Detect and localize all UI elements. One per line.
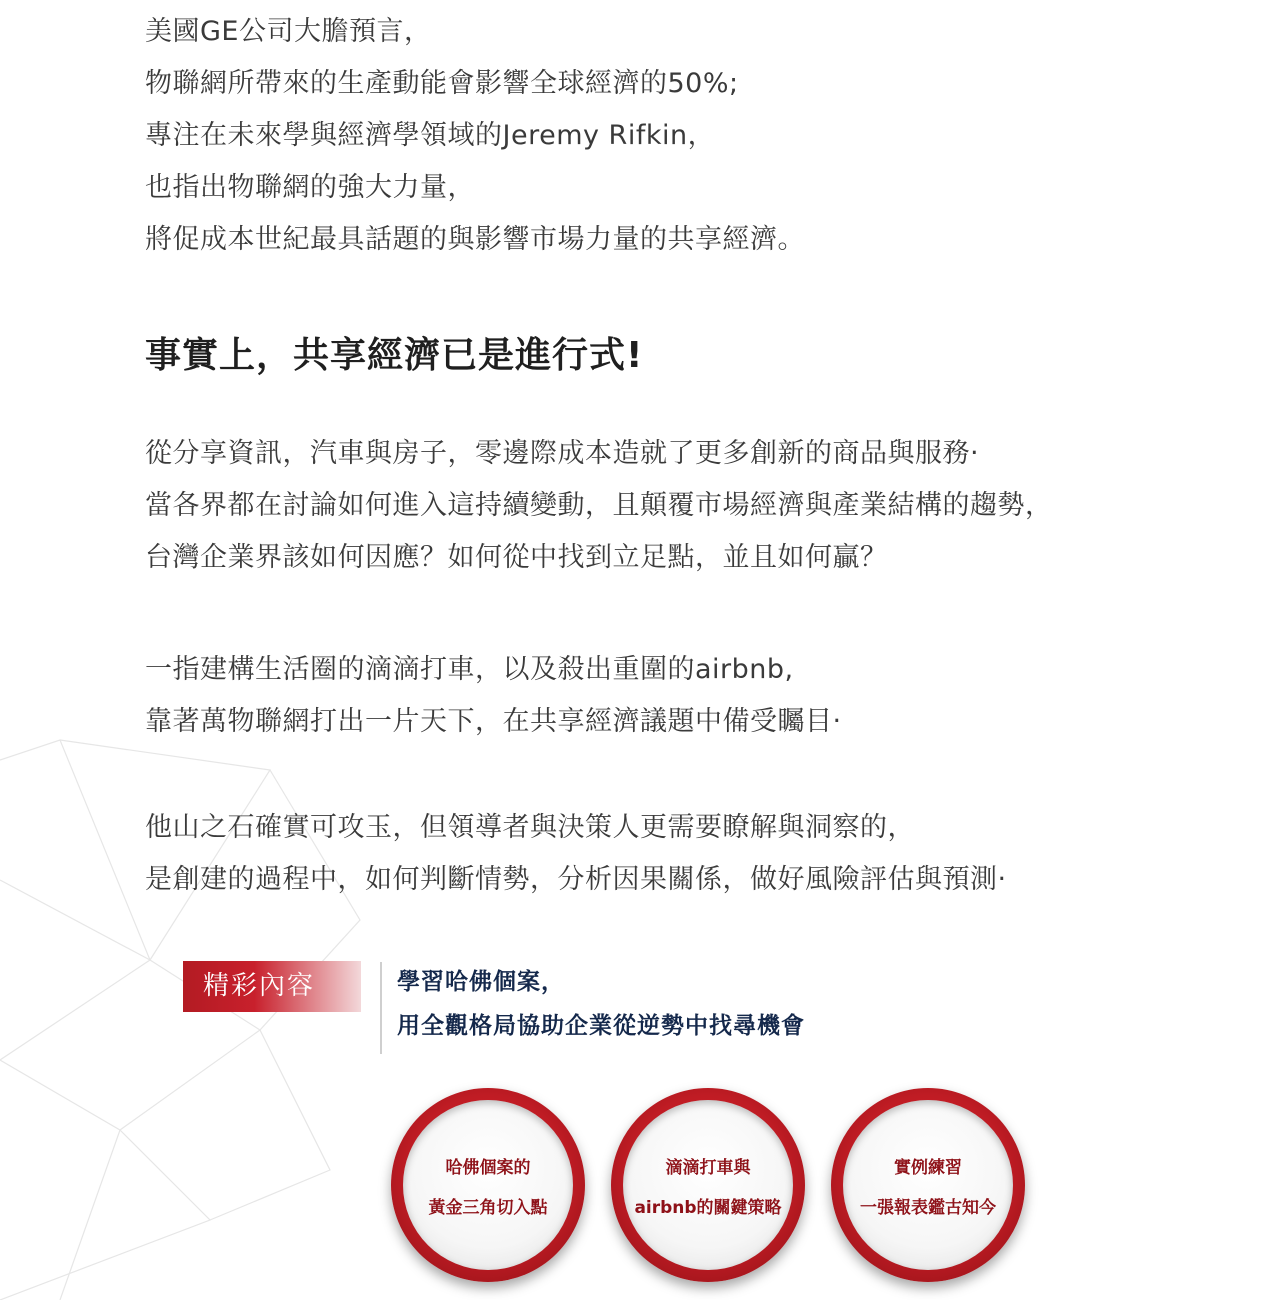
circle-text bbox=[843, 1148, 1013, 1228]
paragraph-examples bbox=[145, 644, 842, 748]
intro-paragraph bbox=[145, 6, 805, 266]
intro-line: 美國GE公司大膽預言， bbox=[145, 16, 432, 47]
paragraph-leadership bbox=[145, 802, 1007, 906]
paragraph-line: 是創建的過程中，如何判斷情勢，分析因果關係，做好風險評估與預測‧ bbox=[145, 864, 1007, 895]
paragraph-line: 台灣企業界該如何因應？如何從中找到立足點，並且如何贏？ bbox=[145, 542, 888, 573]
circle-text bbox=[403, 1148, 573, 1228]
circle-line: 黃金三角切入點 bbox=[428, 1198, 548, 1218]
circle-inner bbox=[623, 1100, 793, 1270]
intro-line: 也指出物聯網的強大力量， bbox=[145, 172, 475, 203]
highlights-badge: 精彩內容 bbox=[183, 961, 361, 1012]
highlight-circle-harvard bbox=[391, 1088, 585, 1282]
circle-line: 滴滴打車與 bbox=[665, 1158, 751, 1178]
highlight-circle-practice bbox=[831, 1088, 1025, 1282]
circle-line: 一張報表鑑古知今 bbox=[860, 1198, 996, 1218]
circle-line: 實例練習 bbox=[894, 1158, 962, 1178]
paragraph-line: 從分享資訊，汽車與房子，零邊際成本造就了更多創新的商品與服務‧ bbox=[145, 438, 980, 469]
circle-inner bbox=[403, 1100, 573, 1270]
circle-inner bbox=[843, 1100, 1013, 1270]
subtitle-line: 用全觀格局協助企業從逆勢中找尋機會 bbox=[397, 1013, 805, 1039]
paragraph-line: 靠著萬物聯網打出一片天下，在共享經濟議題中備受矚目‧ bbox=[145, 706, 842, 737]
paragraph-line: 他山之石確實可攻玉，但領導者與決策人更需要瞭解與洞察的， bbox=[145, 812, 915, 843]
paragraph-line: 當各界都在討論如何進入這持續變動，且顛覆市場經濟與產業結構的趨勢， bbox=[145, 490, 1053, 521]
highlight-circle-strategy bbox=[611, 1088, 805, 1282]
section-heading: 事實上，共享經濟已是進行式! bbox=[145, 335, 644, 376]
circle-line: airbnb的關鍵策略 bbox=[634, 1198, 782, 1218]
highlights-subtitle bbox=[397, 960, 805, 1048]
vertical-divider bbox=[380, 962, 382, 1054]
circle-line: 哈佛個案的 bbox=[445, 1158, 531, 1178]
paragraph-line: 一指建構生活圈的滴滴打車，以及殺出重圍的airbnb, bbox=[145, 654, 794, 685]
intro-line: 專注在未來學與經濟學領域的Jeremy Rifkin， bbox=[145, 120, 716, 151]
intro-line: 物聯網所帶來的生產動能會影響全球經濟的50%; bbox=[145, 68, 739, 99]
intro-line: 將促成本世紀最具話題的與影響市場力量的共享經濟。 bbox=[145, 224, 805, 255]
paragraph-sharing bbox=[145, 428, 1053, 584]
circle-text bbox=[623, 1148, 793, 1228]
subtitle-line: 學習哈佛個案， bbox=[397, 969, 565, 995]
